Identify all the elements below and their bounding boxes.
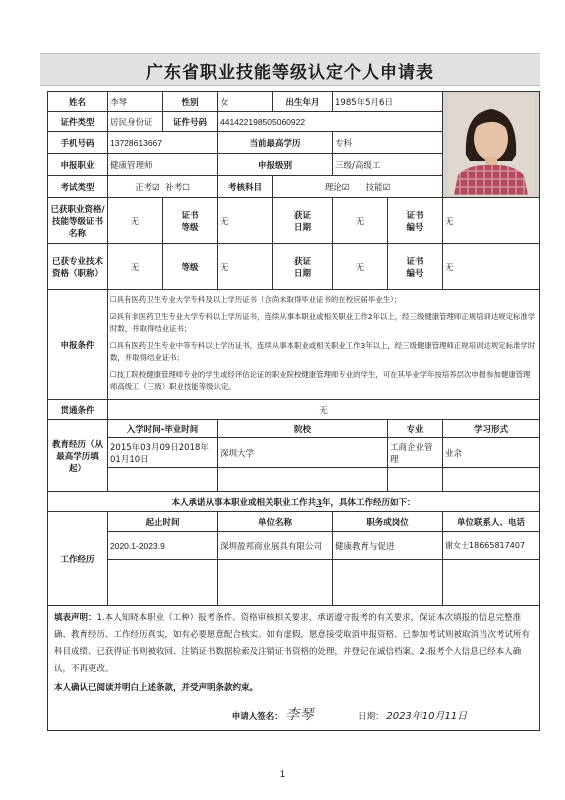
tech-cert-no-label: 证书 编号 <box>388 244 443 290</box>
cert-grade-value: 无 <box>218 198 273 244</box>
work-header-position: 职务或岗位 <box>333 512 443 532</box>
application-form <box>47 91 540 731</box>
form-title: 广东省职业技能等级认定个人申请表 <box>146 63 434 83</box>
id-no-label: 证件号码 <box>163 112 218 132</box>
occupation-value: 健康管理师 <box>108 154 218 176</box>
edu-header-school: 院校 <box>218 420 388 438</box>
condition-item: ☑具有非医药卫生专业大学专科以上学历证书，连续从事本职业或相关职业工作2年以上，经三级健康管理师正规培训达规定标准学时数，并取得结业证书； <box>110 312 536 333</box>
theory-label: 理论 <box>324 182 342 193</box>
work-empty-cell <box>443 560 540 606</box>
phone-value: 13728613667 <box>108 132 218 154</box>
education-value: 专科 <box>333 132 443 154</box>
phone-label: 手机号码 <box>48 132 108 154</box>
gender-label: 性别 <box>163 92 218 112</box>
work-header-company: 单位名称 <box>218 512 333 532</box>
id-type-value: 居民身份证 <box>108 112 163 132</box>
tech-title-value: 无 <box>108 244 163 290</box>
level-label: 申报级别 <box>218 154 333 176</box>
name-value: 李琴 <box>108 92 163 112</box>
cert-no-label: 证书 编号 <box>388 198 443 244</box>
theory-checkbox: ☑ <box>341 182 350 193</box>
sign-label: 申请人签名： <box>231 712 283 722</box>
retake-checkbox: ☐ <box>182 182 190 193</box>
occupation-label: 申报职业 <box>48 154 108 176</box>
signature-line <box>54 707 533 726</box>
applicant-photo <box>448 95 534 195</box>
edu-history-label: 教育经历（从最高学历填起） <box>48 420 108 492</box>
cert-grade-label: 证书 等级 <box>163 198 218 244</box>
exam-type-label: 考试类型 <box>48 176 108 198</box>
work-header-time: 起止时间 <box>108 512 218 532</box>
cert-no-value: 无 <box>443 198 540 244</box>
conditions-label: 申报条件 <box>48 290 108 400</box>
qual-cert-value: 无 <box>108 198 163 244</box>
edu-school-value: 深圳大学 <box>218 438 388 468</box>
declaration-text: 填表声明：1.本人知晓本职业（工种）报考条件、资格审核相关要求，承诺遵守报考的有关要求，保证本次填报的信息完整准确、教育经历、工作经历真实，如有必要愿意配合核实。如有虚假，愿意接受取消申报资格、已参加考试则被取消当次考试所有科目成绩、已获得证书则被收回、注销证书数据检索及注销证书资格的处理，并登记在诚信档案。2.报考个人信息已经本人确认，不再更改。 <box>54 613 531 674</box>
edu-major-value: 工商企业管理 <box>388 438 443 468</box>
conditions-list <box>108 290 540 400</box>
exam-subject-label: 考核科目 <box>218 176 273 198</box>
sign-date: 2023年10月11日 <box>386 711 468 722</box>
exam-subject-options <box>273 176 443 198</box>
qual-cert-label: 已获职业资格/技能等级证书名称 <box>48 198 108 244</box>
work-empty-cell <box>218 560 333 606</box>
declaration <box>48 606 540 731</box>
title-bar <box>40 53 540 86</box>
work-company-value: 深圳盈邦商业展具有限公司 <box>218 532 333 560</box>
edu-form-value: 业余 <box>443 438 540 468</box>
tech-obtain-date-value: 无 <box>333 244 388 290</box>
obtain-date-value: 无 <box>333 198 388 244</box>
work-header-contact: 单位联系人、电话 <box>443 512 540 532</box>
declaration-confirm: 本人确认已阅读并明白上述条款，并受声明条款约束。 <box>54 683 259 693</box>
exam-type-options <box>108 176 218 198</box>
work-position-value: 健康教育与促进 <box>333 532 443 560</box>
condition-item: ☐技工院校健康管理师专业的学生或经评估论证的职业院校健康管理师专业的学生，可在其毕业学年按培养层次申报参加健康管理师高级工（三级）职业技能等级认定。 <box>110 370 531 391</box>
retake-label: 补考 <box>165 182 183 193</box>
date-label: 日期： <box>358 712 384 722</box>
work-promise: 本人承诺从事本职业或相关职业工作共3年，具体工作经历如下： <box>48 492 540 512</box>
first-exam-label: 正考 <box>135 182 153 193</box>
edu-header-time: 入学时间-毕业时间 <box>108 420 218 438</box>
birth-value: 1985年5月6日 <box>333 92 443 112</box>
declaration-lead: 填表声明： <box>54 613 97 623</box>
work-contact-value: 谢女士18665817407 <box>443 532 540 560</box>
work-empty-cell <box>333 560 443 606</box>
work-empty-cell <box>108 560 218 606</box>
promise-years: 3 <box>316 497 322 508</box>
skill-label: 技能 <box>365 182 383 193</box>
edu-empty-cell <box>388 468 443 492</box>
through-value: 无 <box>108 400 540 420</box>
work-time-value: 2020.1-2023.9 <box>108 532 218 560</box>
page-number: 1 <box>279 770 286 780</box>
through-label: 贯通条件 <box>48 400 108 420</box>
obtain-date-label: 获证 日期 <box>273 198 333 244</box>
condition-item: ☐具有医药卫生专业大学专科及以上学历证书（含尚未取得毕业证书的在校应届毕业生）； <box>110 295 402 304</box>
photo-cell <box>443 92 540 198</box>
skill-checkbox: ☑ <box>382 182 391 193</box>
tech-grade-label: 等级 <box>163 244 218 290</box>
education-label: 当前最高学历 <box>218 132 333 154</box>
level-value: 三级/高级工 <box>333 154 443 176</box>
name-label: 姓名 <box>48 92 108 112</box>
edu-header-form: 学习形式 <box>443 420 540 438</box>
work-history-label: 工作经历 <box>48 512 108 606</box>
edu-empty-cell <box>443 468 540 492</box>
tech-title-label: 已获专业技术资格（职称） <box>48 244 108 290</box>
birth-label: 出生年月 <box>273 92 333 112</box>
edu-empty-cell <box>108 468 218 492</box>
id-type-label: 证件类型 <box>48 112 108 132</box>
edu-header-major: 专业 <box>388 420 443 438</box>
tech-obtain-date-label: 获证 日期 <box>273 244 333 290</box>
edu-time-value: 2015年03月09日2018年01月10日 <box>108 438 218 468</box>
gender-value: 女 <box>218 92 273 112</box>
condition-item: ☐具有医药卫生专业中等专科以上学历证书，连续从事本职业或相关职业工作3年以上，经三级健康管理师正规培训达规定标准学时数，并取得结业证书； <box>110 341 536 362</box>
id-no-value: 441422198505060922 <box>218 112 443 132</box>
first-exam-checkbox: ☑ <box>152 182 160 193</box>
edu-empty-cell <box>218 468 388 492</box>
applicant-signature: 李琴 <box>285 707 314 723</box>
tech-grade-value: 无 <box>218 244 273 290</box>
tech-cert-no-value: 无 <box>443 244 540 290</box>
